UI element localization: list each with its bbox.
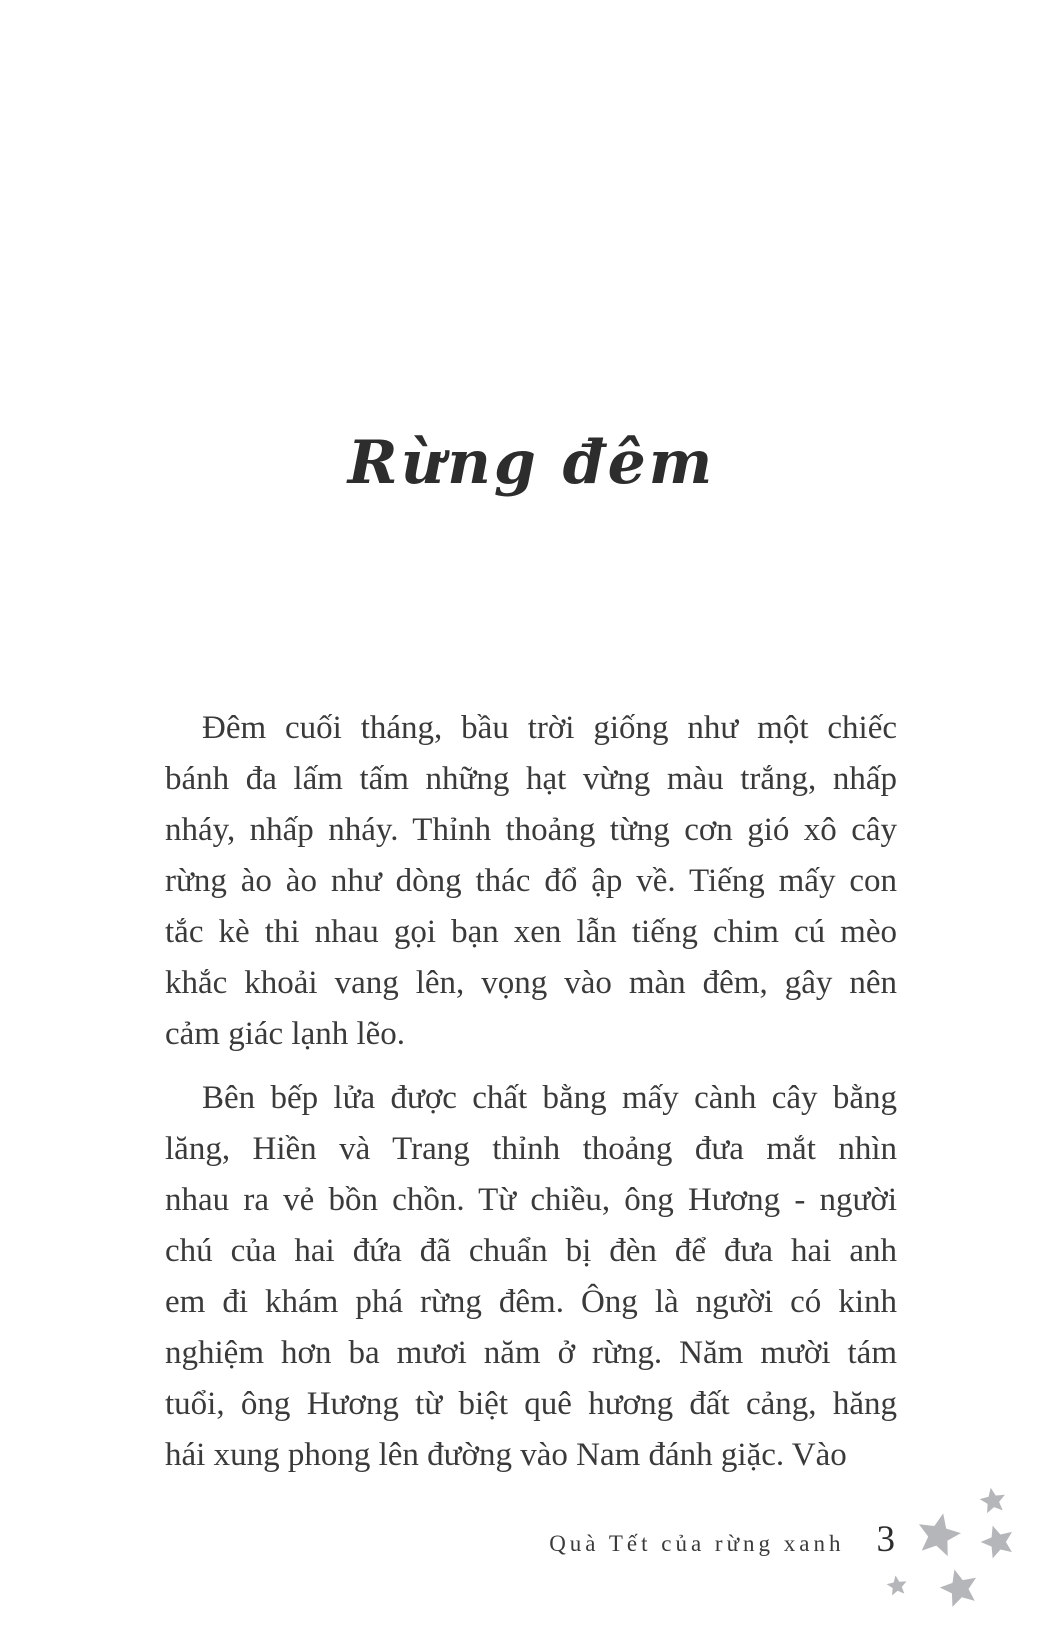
body-text <box>165 703 897 1481</box>
text-line: tắc kè thi nhau gọi bạn xen lẫn tiếng chim cú mèo <box>165 914 897 950</box>
text-line: nghiệm hơn ba mươi năm ở rừng. Năm mười tám <box>165 1335 897 1371</box>
star-icon <box>885 1574 910 1599</box>
chapter-title: Rừng đêm <box>347 428 716 498</box>
text-line: hái xung phong lên đường vào Nam đánh giặc. Vào <box>165 1437 847 1473</box>
text-line: rừng ào ào như dòng thác đổ ập về. Tiếng mấy con <box>165 863 897 899</box>
text-line: nháy, nhấp nháy. Thỉnh thoảng từng cơn gió xô cây <box>165 812 897 848</box>
star-icon <box>975 1519 1020 1564</box>
text-line: lăng, Hiền và Trang thỉnh thoảng đưa mắt nhìn <box>165 1131 897 1167</box>
text-line: nhau ra vẻ bồn chồn. Từ chiều, ông Hương - người <box>165 1182 897 1218</box>
text-line: tuổi, ông Hương từ biệt quê hương đất cảng, hăng <box>165 1386 897 1422</box>
text-line: Đêm cuối tháng, bầu trời giống như một chiếc <box>202 710 897 746</box>
star-icon <box>910 1507 966 1563</box>
text-line: cảm giác lạnh lẽo. <box>165 1016 406 1052</box>
star-icon <box>977 1485 1009 1517</box>
page-footer <box>549 1518 895 1561</box>
page-number: 3 <box>876 1519 895 1560</box>
text-line: Bên bếp lửa được chất bằng mấy cành cây bằng <box>202 1080 897 1116</box>
text-line: bánh đa lấm tấm những hạt vừng màu trắng, nhấp <box>165 761 897 797</box>
text-line: khắc khoải vang lên, vọng vào màn đêm, gây nên <box>165 965 897 1001</box>
star-icon <box>934 1563 984 1613</box>
running-footer-book-title: Quà Tết của rừng xanh <box>549 1531 845 1556</box>
text-line: chú của hai đứa đã chuẩn bị đèn để đưa hai anh <box>165 1233 897 1269</box>
paragraph <box>165 1073 897 1481</box>
text-line: em đi khám phá rừng đêm. Ông là người có kinh <box>165 1284 897 1320</box>
paragraph <box>165 703 897 1060</box>
